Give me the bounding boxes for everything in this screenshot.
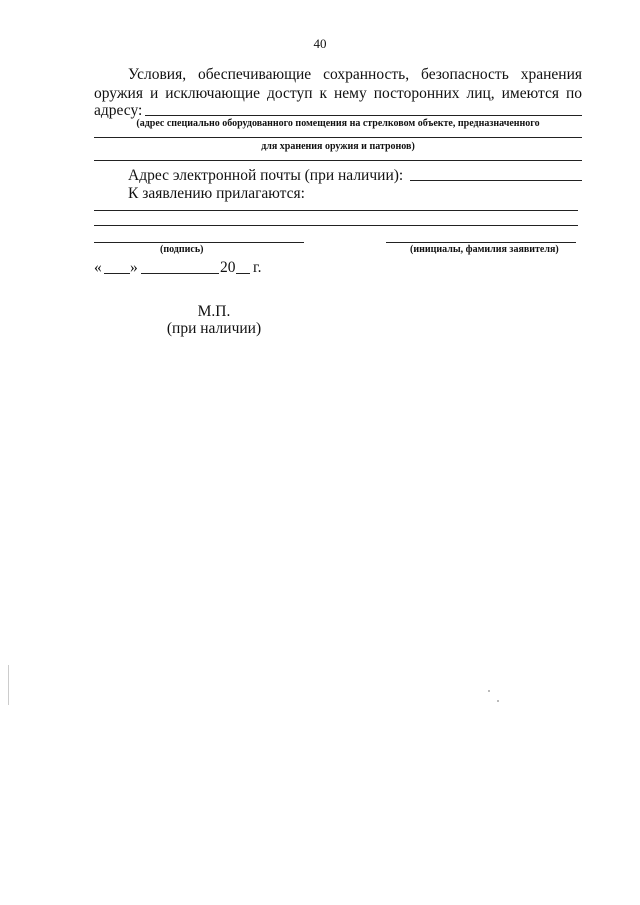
scan-speck [488, 690, 490, 692]
attachments-line-2[interactable] [94, 225, 578, 226]
address-caption-2: для хранения оружия и патронов) [261, 141, 415, 152]
date-month-line[interactable] [141, 273, 219, 274]
address-caption-1: (адрес специально оборудованного помещения на стрелковом объекте, предназначенного [136, 118, 540, 129]
email-label: Адрес электронной почты (при наличии): [128, 167, 404, 184]
address-input-line[interactable] [145, 115, 582, 116]
conditions-line-1: Условия, обеспечивающие сохранность, безопасность хранения [128, 66, 582, 83]
date-year-prefix: 20 [220, 259, 236, 276]
seal-label: М.П. [197, 303, 231, 320]
name-line[interactable] [386, 242, 576, 243]
attachments-label: К заявлению прилагаются: [128, 185, 305, 202]
signature-caption: (подпись) [160, 244, 204, 255]
date-year-suffix: г. [253, 259, 262, 276]
address-input-line-3[interactable] [94, 160, 582, 161]
conditions-line-2: оружия и исключающие доступ к нему посторонних лиц, имеются по [94, 85, 582, 102]
date-close-quote: » [130, 259, 138, 276]
conditions-address-label: адресу: [94, 102, 143, 119]
page-number: 40 [313, 36, 327, 51]
signature-line[interactable] [94, 242, 304, 243]
scan-edge-mark [8, 665, 9, 705]
scan-speck [497, 700, 499, 702]
date-day-line[interactable] [104, 273, 130, 274]
email-input-line[interactable] [410, 180, 582, 181]
seal-note: (при наличии) [166, 320, 262, 337]
date-open-quote: « [94, 259, 102, 276]
date-year-line[interactable] [236, 273, 250, 274]
attachments-line-1[interactable] [94, 210, 578, 211]
address-input-line-2[interactable] [94, 137, 582, 138]
name-caption: (инициалы, фамилия заявителя) [410, 244, 559, 255]
